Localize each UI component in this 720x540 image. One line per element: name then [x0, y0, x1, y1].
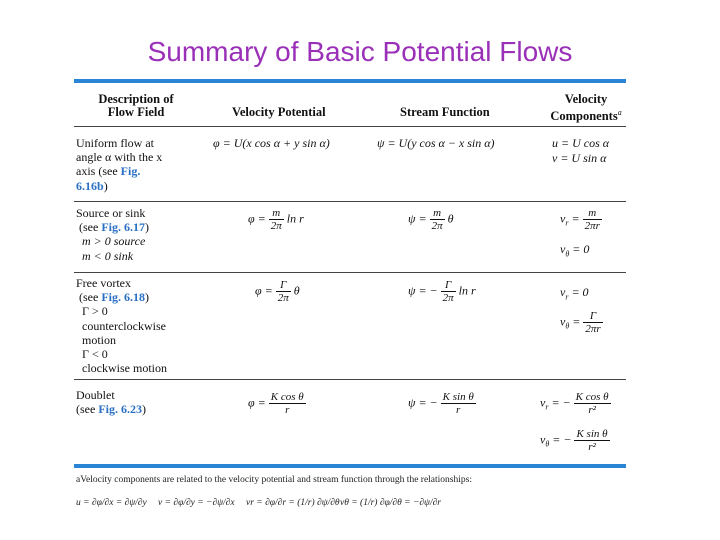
- footnote-vr: vr = ∂φ/∂r = (1/r) ∂ψ/∂θ: [246, 498, 340, 508]
- row-source-vtheta: $v_\theta = 0$: [560, 242, 590, 259]
- footnote-text: aVelocity components are related to the velocity potential and stream function through the relationships:: [76, 475, 472, 485]
- footnote-v: v = ∂φ/∂y = −∂ψ/∂x: [158, 498, 235, 508]
- row-vortex-vtheta: $v_\theta$ = $\frac{\Gamma}{2\pi r}$: [560, 310, 601, 335]
- row-source-potential: φ = $\frac{m}{2\pi}$ ln r: [248, 207, 304, 232]
- row-vortex-stream: ψ = − $\frac{\Gamma}{2\pi}$ ln r: [408, 279, 476, 304]
- header-velocity-potential: Velocity Potential: [232, 105, 326, 119]
- row-source-stream: ψ = $\frac{m}{2\pi}$ θ: [408, 207, 454, 232]
- row-uniform-potential: φ = U(x cos α + y sin α): [213, 136, 330, 150]
- row-divider-1: [74, 201, 626, 202]
- row-uniform-v: v = U sin α: [552, 151, 607, 165]
- page-title: Summary of Basic Potential Flows: [147, 36, 573, 67]
- row-uniform-description: Uniform flow at angle α with the x axis (see Fig. 6.16b): [76, 136, 163, 193]
- row-doublet-stream: ψ = − $\frac{\text{K sin θ}}{r}$: [408, 391, 474, 416]
- row-doublet-vr: $v_r$ = − $\frac{\text{K cos θ}}{\text{r²}}$: [540, 391, 609, 416]
- header-divider: [74, 126, 626, 127]
- row-doublet-vtheta: $v_\theta$ = − $\frac{\text{K sin θ}}{\text{r²}}$: [540, 428, 608, 453]
- table-top-rule: [74, 79, 626, 83]
- footnote-vtheta: vθ = (1/r) ∂φ/∂θ = −∂ψ/∂r: [340, 498, 441, 508]
- row-divider-3: [74, 379, 626, 380]
- row-doublet-description: Doublet (see Fig. 6.23): [76, 388, 146, 417]
- row-doublet-potential: φ = $\frac{\text{K cos θ}}{r}$: [248, 391, 304, 416]
- row-divider-2: [74, 272, 626, 273]
- header-velocity-components: Velocity Components$^a$: [550, 92, 622, 124]
- row-vortex-potential: φ = $\frac{\Gamma}{2\pi}$ θ: [255, 279, 300, 304]
- row-source-description: Source or sink (see Fig. 6.17) m > 0 source m < 0 sink: [76, 206, 149, 263]
- row-vortex-vr: $v_r = 0$: [560, 285, 589, 302]
- row-vortex-description: Free vortex (see Fig. 6.18) Γ > 0 counterclockwise motion Γ < 0 clockwise motion: [76, 276, 167, 376]
- row-source-vr: $v_r$ = $\frac{m}{2\pi r}$: [560, 207, 600, 232]
- table-bottom-rule: [74, 464, 626, 468]
- header-stream-function: Stream Function: [400, 105, 490, 119]
- row-uniform-stream: ψ = U(y cos α − x sin α): [377, 136, 495, 150]
- header-description: Description of Flow Field: [98, 92, 174, 119]
- row-uniform-u: u = U cos α: [552, 136, 610, 150]
- footnote-u: u = ∂φ/∂x = ∂ψ/∂y: [76, 498, 147, 508]
